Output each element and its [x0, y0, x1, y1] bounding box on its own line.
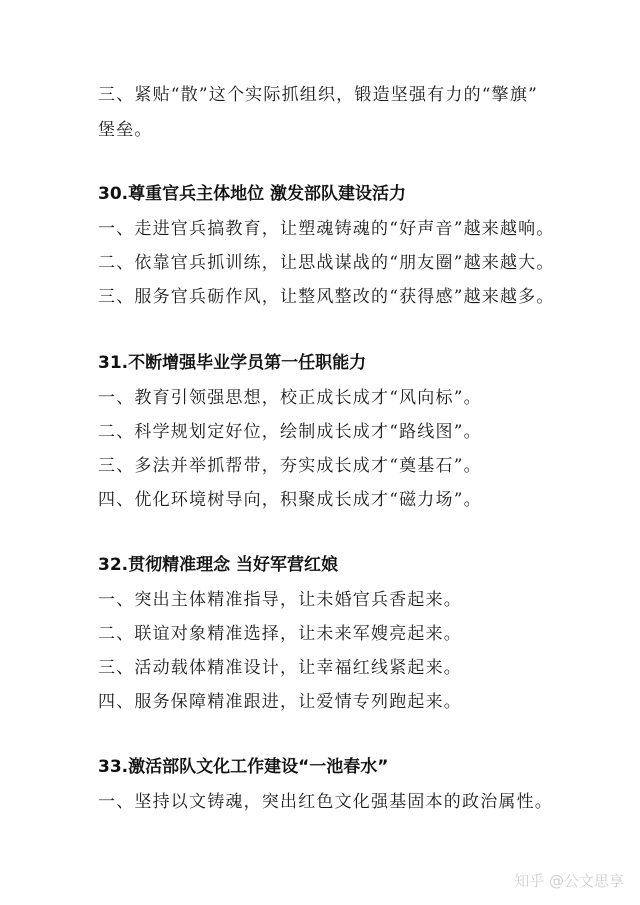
section-32-item-3: 三、活动载体精准设计，让幸福红线紧起来。 [98, 658, 462, 678]
section-32-item-4: 四、服务保障精准跟进，让爱情专列跑起来。 [98, 692, 462, 712]
section-32-item-1: 一、突出主体精准指导，让未婚官兵香起来。 [98, 590, 462, 610]
section-33-item-1: 一、坚持以文铸魂，突出红色文化强基固本的政治属性。 [98, 792, 553, 812]
section-30-heading: 30.尊重官兵主体地位 激发部队建设活力 [98, 184, 407, 204]
section-31-item-2: 二、科学规划定好位，绘制成长成才“路线图”。 [98, 422, 482, 442]
zhihu-watermark: 知乎 @公文思享 [514, 872, 624, 890]
section-31-item-1: 一、教育引领强思想，校正成长成才“风向标”。 [98, 388, 482, 408]
section-31-item-4: 四、优化环境树导向，积聚成长成才“磁力场”。 [98, 490, 482, 510]
section-32-item-2: 二、联谊对象精准选择，让未来军嫂亮起来。 [98, 624, 462, 644]
section-31-heading: 31.不断增强毕业学员第一任职能力 [98, 353, 367, 373]
section-30-item-2: 二、依靠官兵抓训练，让思战谋战的“朋友圈”越来越大。 [98, 253, 555, 273]
intro-line-2: 堡垒。 [98, 120, 153, 140]
section-30-item-1: 一、走进官兵搞教育，让塑魂铸魂的“好声音”越来越响。 [98, 219, 555, 239]
intro-line-1: 三、紧贴“散”这个实际抓组织，锻造坚强有力的“擎旗” [98, 85, 538, 105]
section-33-heading: 33.激活部队文化工作建设“一池春水” [98, 757, 389, 777]
section-32-heading: 32.贯彻精准理念 当好军营红娘 [98, 555, 339, 575]
section-30-item-3: 三、服务官兵砺作风，让整风整改的“获得感”越来越多。 [98, 287, 555, 307]
section-31-item-3: 三、多法并举抓帮带，夯实成长成才“奠基石”。 [98, 456, 482, 476]
